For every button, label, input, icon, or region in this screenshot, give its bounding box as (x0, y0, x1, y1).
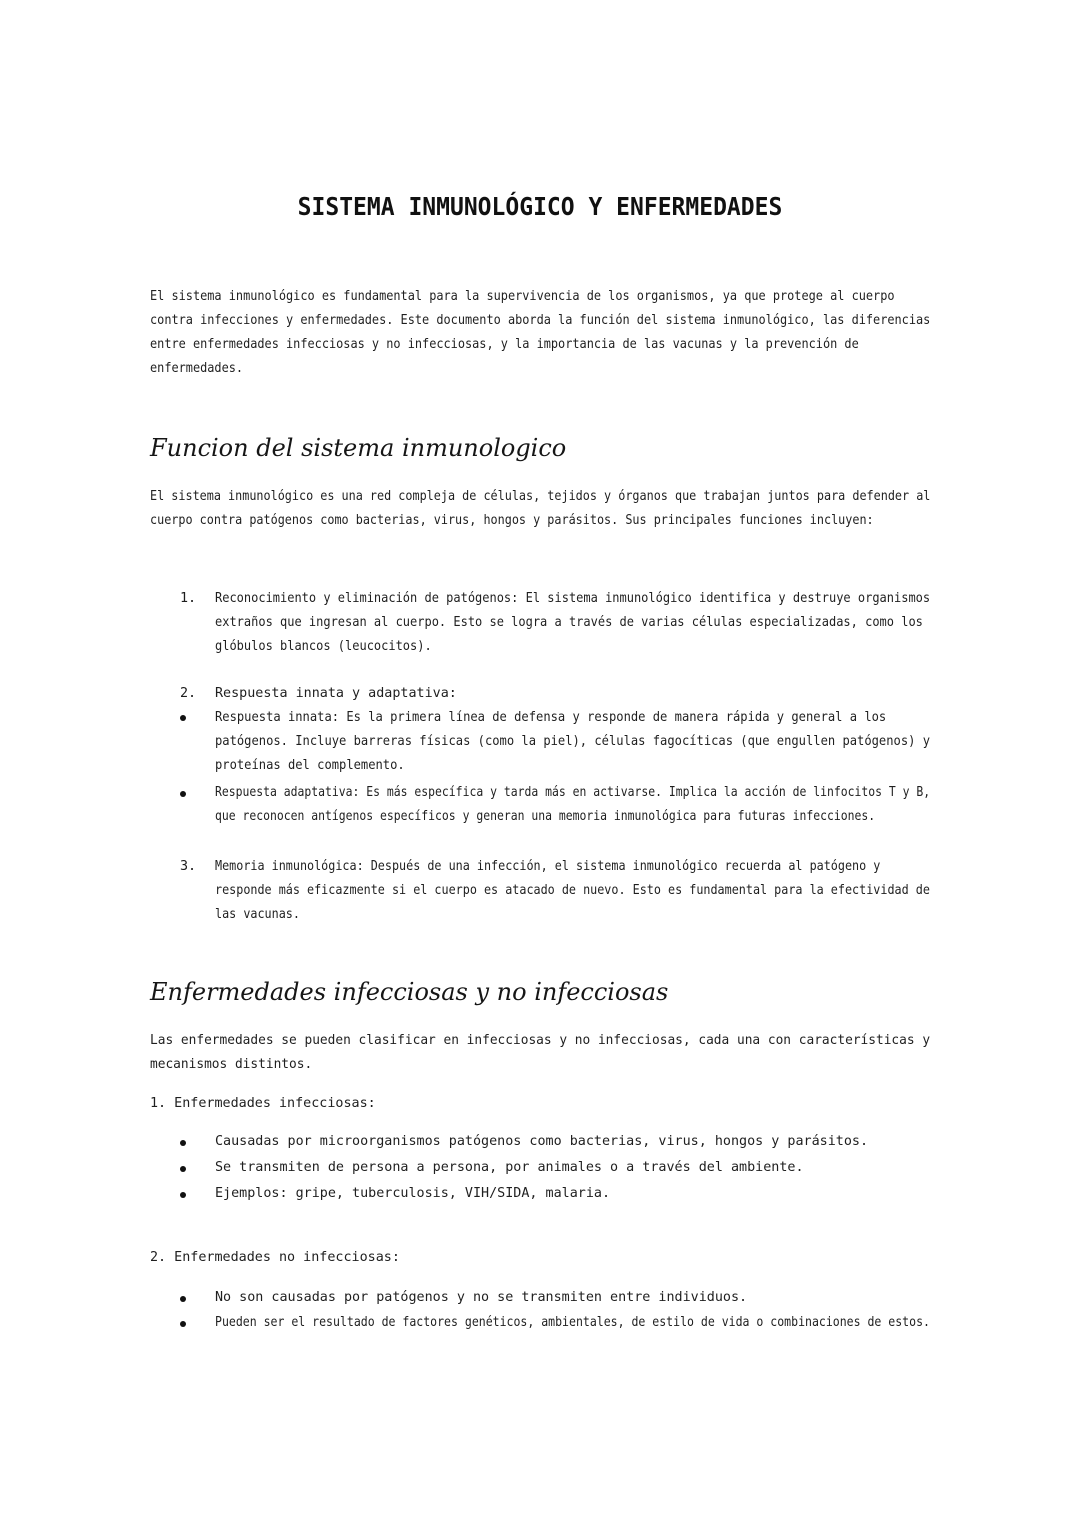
list-item-line: Reconocimiento y eliminación de patógenos: El sistema inmunológico identifica y destruye organismos (215, 591, 931, 606)
subsection-noninfectious-label: 2. Enfermedades no infecciosas: (150, 1250, 400, 1265)
bullet-icon (180, 791, 186, 797)
list-item-line: glóbulos blancos (leucocitos). (215, 639, 432, 654)
bullet-line: patógenos. Incluye barreras físicas (como la piel), células fagocíticas (que engullen patógenos) y (215, 734, 931, 749)
bullet-icon (180, 1166, 186, 1172)
bullet-icon (180, 1140, 186, 1146)
list-number: 1. (180, 591, 197, 606)
bullet-line: que reconocen antígenos específicos y generan una memoria inmunológica para futuras infecciones. (215, 809, 876, 824)
bullet-item-innate (215, 706, 930, 778)
bullet-line: proteínas del complemento. (215, 758, 405, 773)
bullet-item: Ejemplos: gripe, tuberculosis, VIH/SIDA, malaria. (215, 1186, 611, 1201)
bullet-icon (180, 1192, 186, 1198)
section-heading-diseases: Enfermedades infecciosas y no infecciosas (150, 978, 669, 1006)
subsection-infectious-label: 1. Enfermedades infecciosas: (150, 1096, 376, 1111)
list-item-line: las vacunas. (215, 907, 300, 922)
bullet-icon (180, 1321, 186, 1327)
bullet-item: No son causadas por patógenos y no se transmiten entre individuos. (215, 1290, 748, 1305)
bullet-icon (180, 1296, 186, 1302)
section2-intro (150, 1029, 930, 1077)
intro-line: enfermedades. (150, 361, 244, 376)
intro-line: El sistema inmunológico es fundamental para la supervivencia de los organismos, ya que protege al cuerpo (150, 289, 895, 304)
section2-intro-line: Las enfermedades se pueden clasificar en infecciosas y no infecciosas, cada una con características y (150, 1033, 931, 1048)
section1-intro-line: El sistema inmunológico es una red compleja de células, tejidos y órganos que trabajan juntos para defender al (150, 489, 931, 504)
intro-line: entre enfermedades infecciosas y no infecciosas, y la importancia de las vacunas y la prevención de (150, 337, 859, 352)
bullet-item: Causadas por microorganismos patógenos como bacterias, virus, hongos y parásitos. (215, 1134, 869, 1149)
bullet-line: Respuesta innata: Es la primera línea de defensa y responde de manera rápida y general a los (215, 710, 887, 725)
section1-intro (150, 485, 930, 533)
intro-paragraph (150, 285, 930, 381)
list-item-line: extraños que ingresan al cuerpo. Esto se logra a través de varias células especializadas, como los (215, 615, 923, 630)
section-heading-immune-function: Funcion del sistema inmunologico (150, 434, 567, 462)
list-item-recognition (215, 587, 930, 659)
page-title: SISTEMA INMUNOLÓGICO Y ENFERMEDADES (297, 192, 783, 221)
list-number: 2. (180, 686, 197, 701)
bullet-line: Respuesta adaptativa: Es más específica y tarda más en activarse. Implica la acción de linfocitos T y B, (215, 785, 931, 800)
list-item-innate-adaptive: Respuesta innata y adaptativa: (215, 686, 457, 701)
bullet-icon (180, 715, 186, 721)
section2-intro-line: mecanismos distintos. (150, 1057, 313, 1072)
bullet-item-adaptive (215, 781, 930, 829)
bullet-item: Pueden ser el resultado de factores genéticos, ambientales, de estilo de vida o combinaciones de estos. (215, 1315, 930, 1330)
list-item-line: Memoria inmunológica: Después de una infección, el sistema inmunológico recuerda al patógeno y (215, 859, 881, 874)
section1-intro-line: cuerpo contra patógenos como bacterias, virus, hongos y parásitos. Sus principales funciones incluyen: (150, 513, 874, 528)
bullet-item: Se transmiten de persona a persona, por animales o a través del ambiente. (215, 1160, 804, 1175)
intro-line: contra infecciones y enfermedades. Este documento aborda la función del sistema inmunológico, las diferencias (150, 313, 931, 328)
list-item-line: responde más eficazmente si el cuerpo es atacado de nuevo. Esto es fundamental para la efectividad de (215, 883, 930, 898)
list-item-memory (215, 855, 930, 927)
list-number: 3. (180, 859, 197, 874)
